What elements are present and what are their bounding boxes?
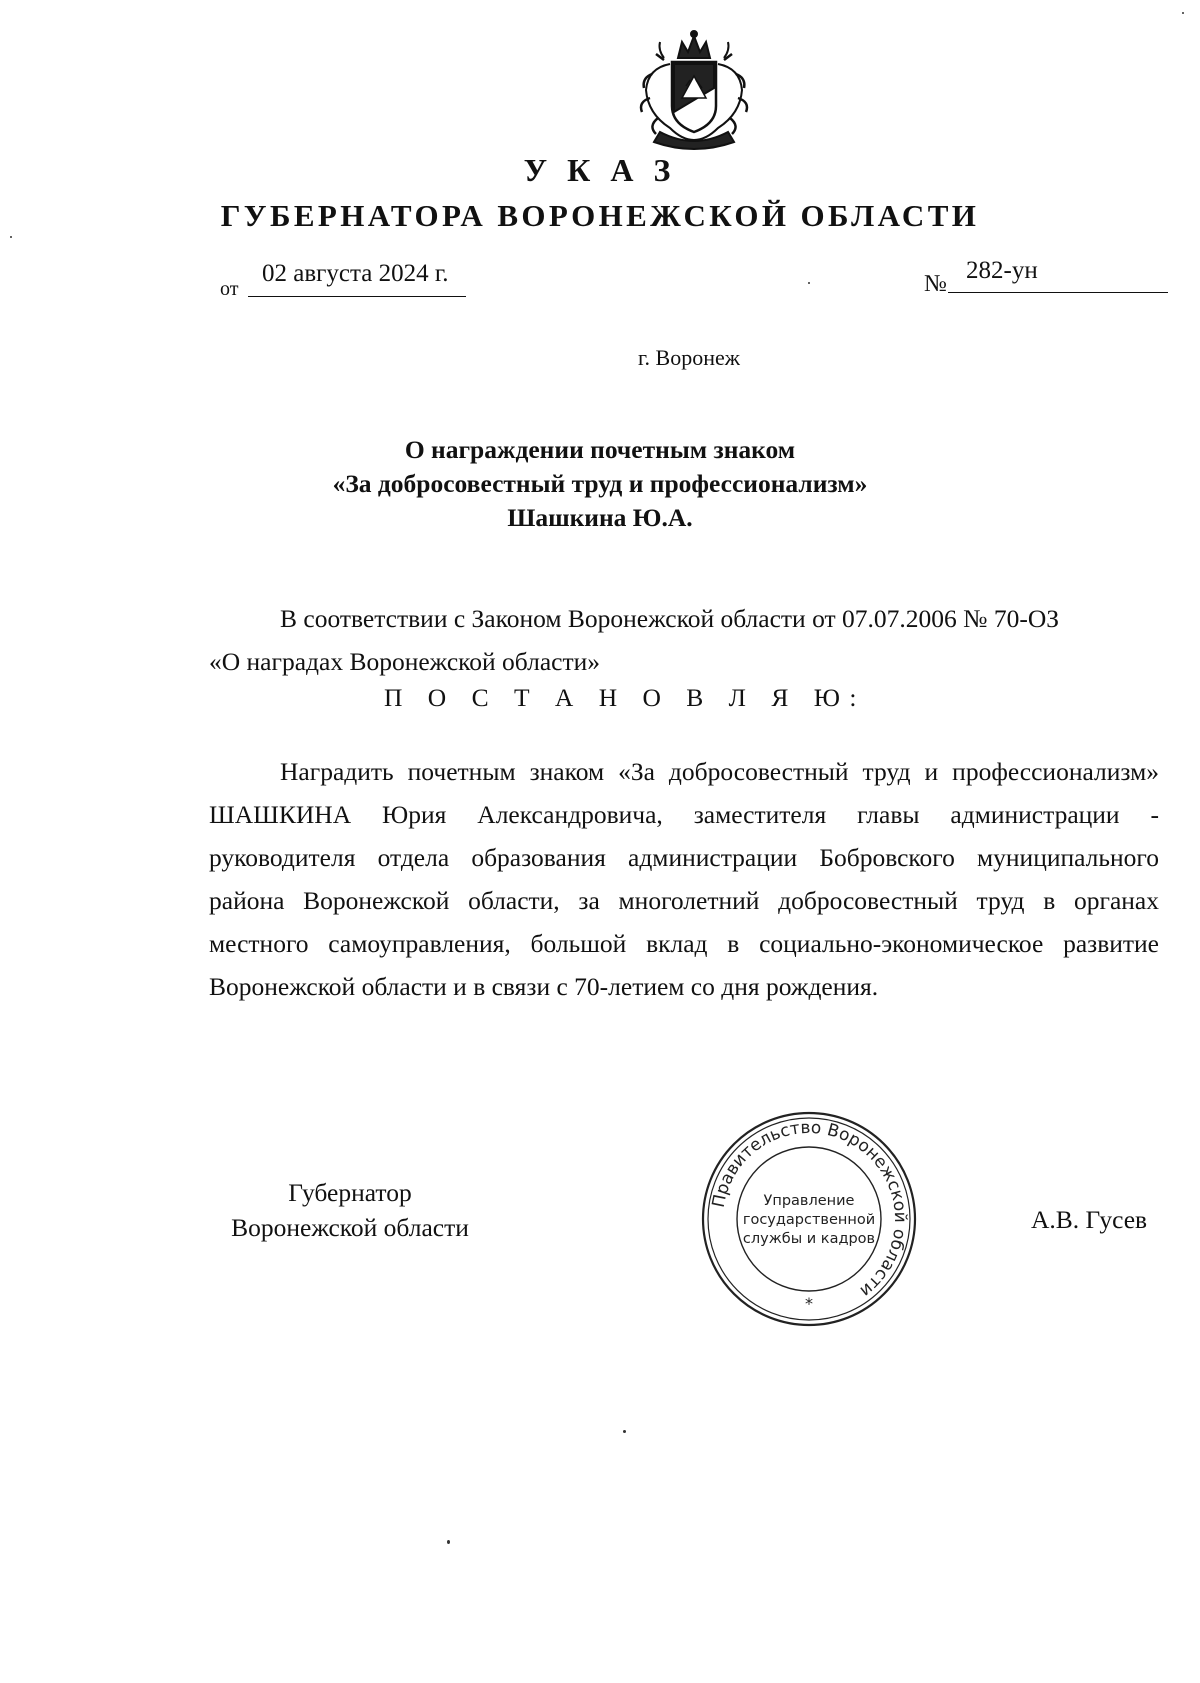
signatory-position-line: Воронежской области xyxy=(231,1213,469,1242)
scan-speck xyxy=(447,1540,450,1544)
signatory-position-line: Губернатор xyxy=(288,1178,412,1207)
coat-of-arms-icon xyxy=(630,28,758,153)
document-issuer: ГУБЕРНАТОРА ВОРОНЕЖСКОЙ ОБЛАСТИ xyxy=(220,198,980,233)
stamp-center-line: Управление xyxy=(763,1193,855,1209)
decision-paragraph xyxy=(209,750,1159,1008)
document-type: У К А З xyxy=(523,152,677,188)
heading-line: «За добросовестный труд и профессионализм» xyxy=(332,469,868,498)
number-prefix: № xyxy=(924,271,947,297)
heading-line: О награждении почетным знаком xyxy=(404,435,796,464)
scan-speck xyxy=(808,282,810,284)
date-prefix: от xyxy=(220,278,239,300)
scan-speck xyxy=(623,1430,626,1433)
preamble-line: В соответствии с Законом Воронежской области от 07.07.2006 № 70-ОЗ xyxy=(280,604,1060,633)
heading-line: Шашкина Ю.А. xyxy=(507,503,693,532)
scan-speck xyxy=(1182,12,1184,14)
signatory-position xyxy=(200,1175,500,1245)
preamble-line: «О наградах Воронежской области» xyxy=(209,647,601,676)
stamp-ring-text: Правительство Воронежской области xyxy=(708,1117,911,1301)
document-date: 02 августа 2024 г. xyxy=(262,260,449,287)
document-heading xyxy=(0,433,1200,535)
preamble xyxy=(209,597,1159,683)
signatory-name: А.В. Гусев xyxy=(1031,1205,1148,1234)
document-city: г. Воронеж xyxy=(638,345,740,370)
stamp-star: * xyxy=(805,1294,813,1313)
document-number: 282-ун xyxy=(966,257,1038,284)
number-underline xyxy=(948,292,1168,293)
stamp-center-line: государственной xyxy=(742,1212,876,1228)
scan-speck xyxy=(10,236,12,238)
stamp-center-line: службы и кадров xyxy=(742,1231,876,1247)
official-stamp xyxy=(698,1108,920,1330)
decision-text: Наградить почетным знаком «За добросовестный труд и профессионализм» ШАШКИНА Юрия Александровича, заместителя главы администрации - руководителя отдела образования администрации Бобровского муниципального района Воронежской области, за многолетний добросовестный труд в органах местного самоуправления, большой вклад в социально-экономическое развитие Воронежской области и в связи с 70-летием со дня рождения. xyxy=(209,757,1159,1001)
decree-word: П О С Т А Н О В Л Я Ю: xyxy=(383,683,867,712)
date-underline xyxy=(248,296,466,297)
